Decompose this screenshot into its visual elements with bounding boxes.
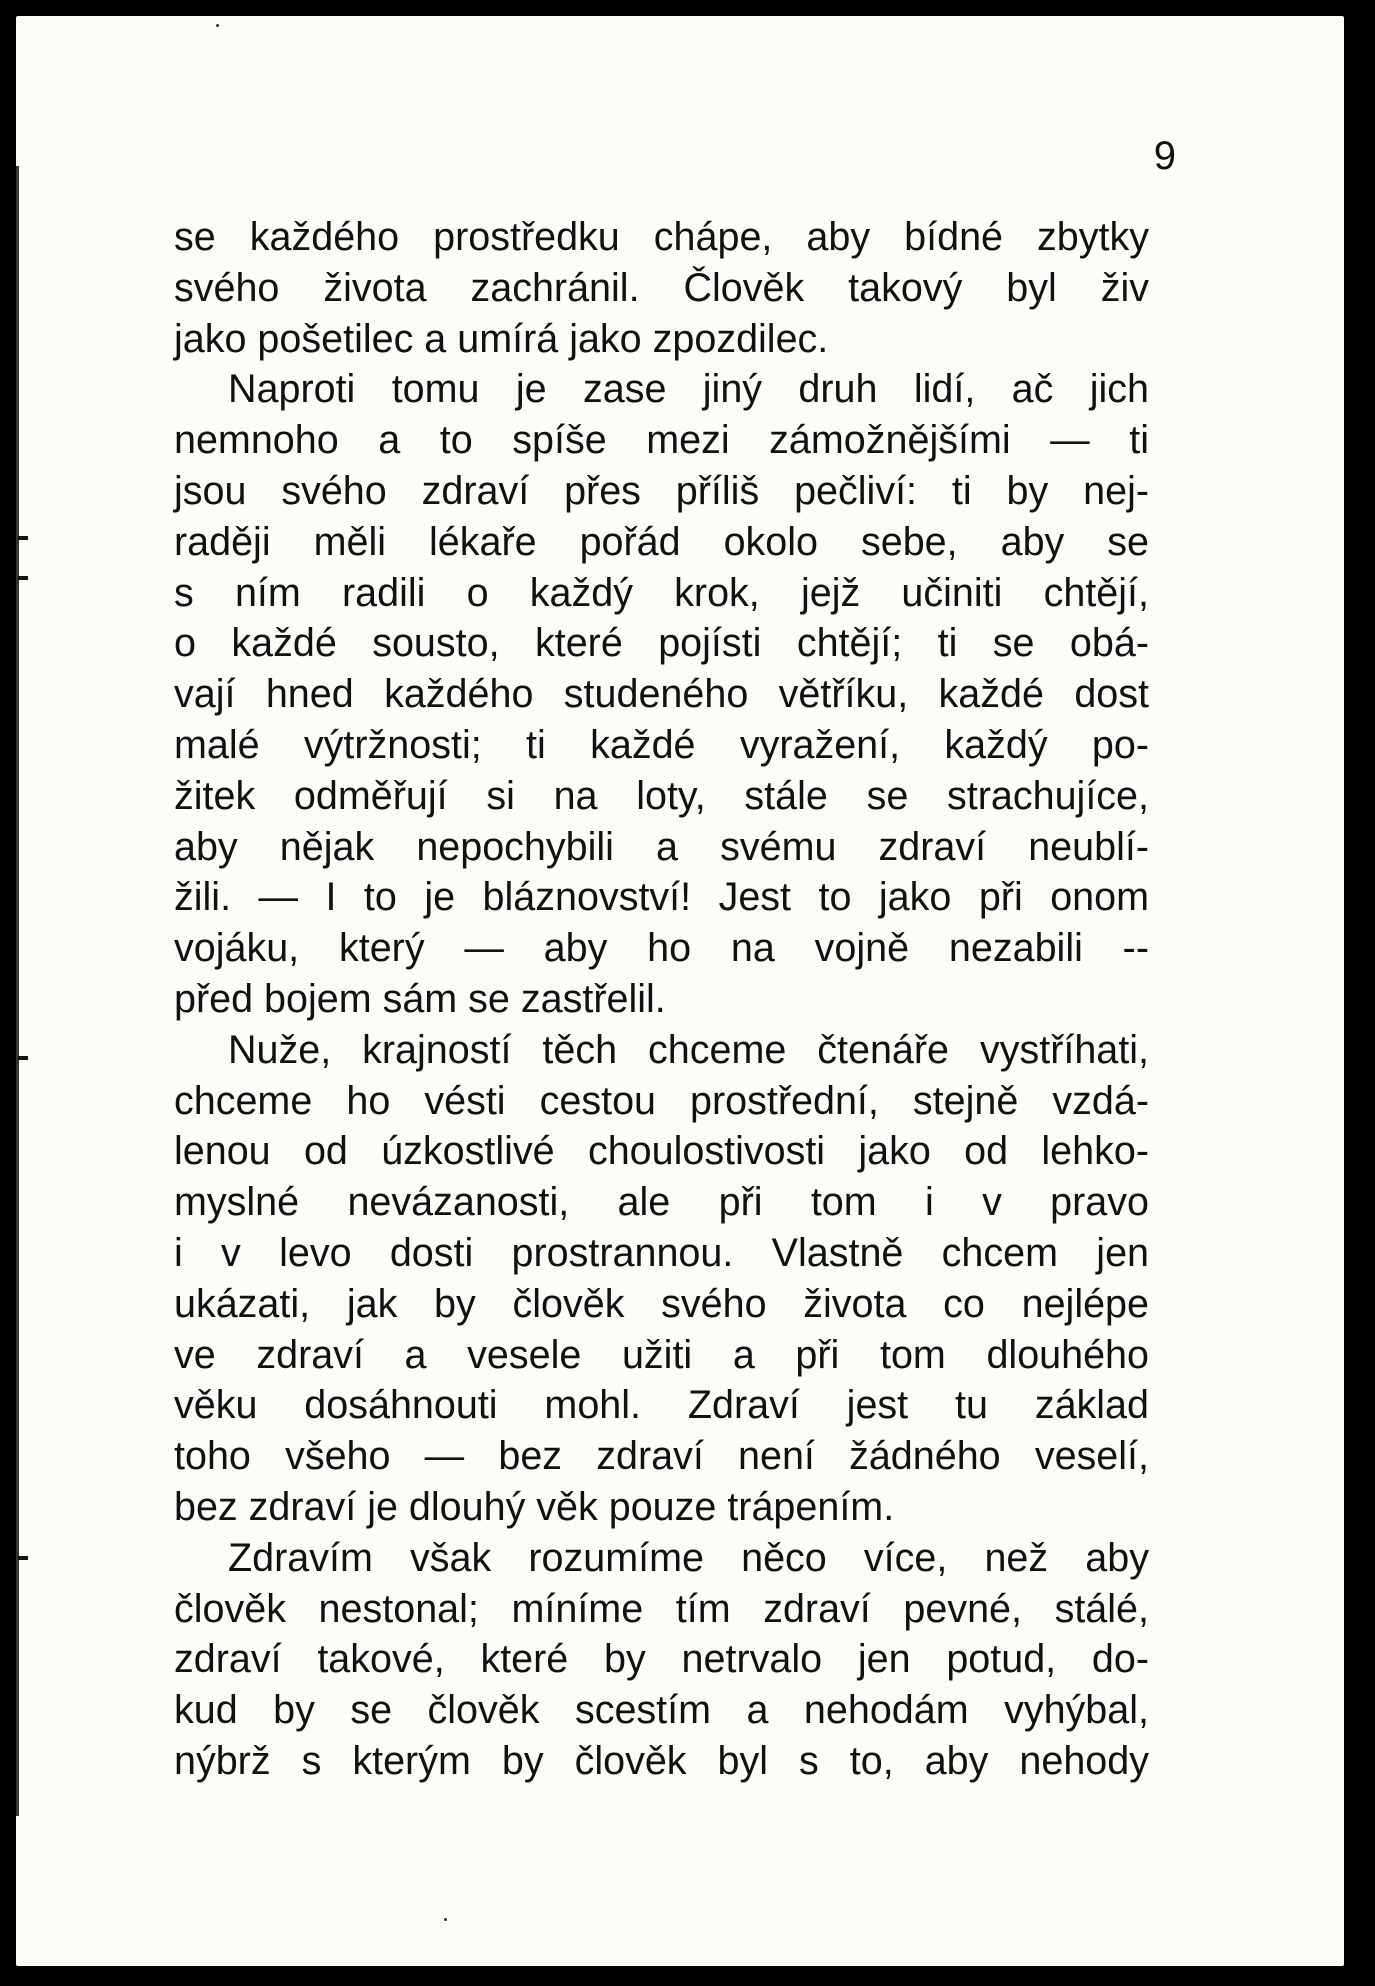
text-line: před bojem sám se zastřelil. <box>174 976 666 1021</box>
text-line: o každé sousto, které pojísti chtějí; ti se obá- <box>174 621 1149 666</box>
page-number: 9 <box>1153 134 1176 178</box>
text-line: bez zdraví je dlouhý věk pouze trápením. <box>174 1484 895 1529</box>
body-text <box>174 212 1149 1787</box>
text-line: raději měli lékaře pořád okolo sebe, aby se <box>174 519 1149 564</box>
text-line: malé výtržnosti; ti každé vyražení, každý po- <box>174 722 1149 767</box>
binding-mark <box>18 536 28 540</box>
text-line: Zdravím však rozumíme něco více, než aby <box>228 1535 1149 1580</box>
text-line: věku dosáhnouti mohl. Zdraví jest tu základ <box>174 1383 1149 1428</box>
text-line: člověk nestonal; míníme tím zdraví pevné, stálé, <box>174 1586 1149 1631</box>
binding-mark <box>18 1056 28 1060</box>
text-line: nýbrž s kterým by člověk byl s to, aby nehody <box>174 1738 1149 1783</box>
text-line: Nuže, krajností těch chceme čtenáře vystříhati, <box>228 1027 1149 1072</box>
text-line: vají hned každého studeného větříku, každé dost <box>174 672 1149 717</box>
text-line: aby nějak nepochybili a svému zdraví neublí- <box>174 824 1149 869</box>
text-line: ukázati, jak by člověk svého života co nejlépe <box>174 1281 1149 1326</box>
paper-speck <box>444 1918 447 1921</box>
text-line: zdraví takové, které by netrvalo jen potud, do- <box>174 1637 1149 1682</box>
text-line: svého života zachránil. Člověk takový byl živ <box>174 265 1149 310</box>
text-line: lenou od úzkostlivé choulostivosti jako od lehko- <box>174 1129 1149 1174</box>
text-line: i v levo dosti prostrannou. Vlastně chcem jen <box>174 1230 1149 1275</box>
text-line: Naproti tomu je zase jiný druh lidí, ač jich <box>228 367 1149 412</box>
text-line: vojáku, který — aby ho na vojně nezabili -- <box>174 926 1149 971</box>
text-line: kud by se člověk scestím a nehodám vyhýbal, <box>174 1688 1149 1733</box>
binding-mark <box>18 1556 28 1560</box>
binding-mark <box>18 576 28 580</box>
text-line: žitek odměřují si na loty, stále se strachujíce, <box>174 773 1149 818</box>
text-line: toho všeho — bez zdraví není žádného veselí, <box>174 1434 1149 1479</box>
text-line: žili. — I to je bláznovství! Jest to jako při onom <box>174 875 1149 920</box>
book-page <box>16 16 1344 1966</box>
text-line: s ním radili o každý krok, jejž učiniti chtějí, <box>174 570 1149 615</box>
binding-edge <box>16 166 31 1816</box>
text-line: ve zdraví a vesele užiti a při tom dlouhého <box>174 1332 1149 1377</box>
text-line: myslné nevázanosti, ale při tom i v pravo <box>174 1180 1149 1225</box>
text-line: chceme ho vésti cestou prostřední, stejně vzdá- <box>174 1078 1149 1123</box>
text-line: se každého prostředku chápe, aby bídné zbytky <box>174 215 1149 259</box>
paper-speck <box>216 24 219 27</box>
text-line: nemnoho a to spíše mezi zámožnějšími — ti <box>174 418 1149 463</box>
text-line: jako pošetilec a umírá jako zpozdilec. <box>174 316 829 361</box>
text-line: jsou svého zdraví přes příliš pečliví: ti by nej- <box>174 468 1149 513</box>
